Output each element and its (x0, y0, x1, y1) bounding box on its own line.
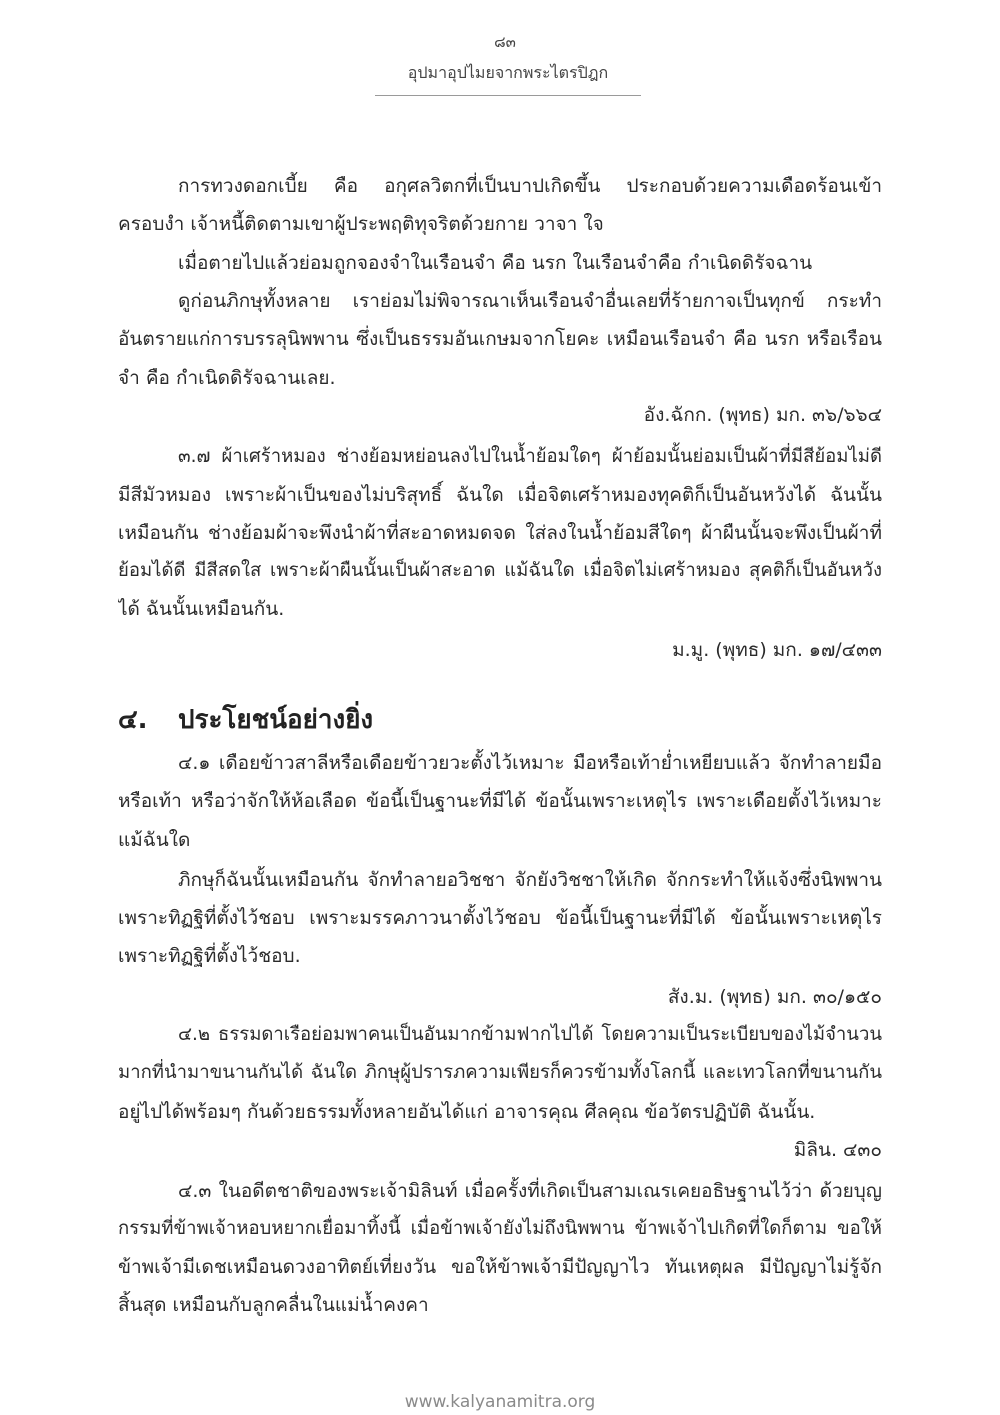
body-line: ๔.๒ ธรรมดาเรือย่อมพาคนเป็นอันมากข้ามฟากไปได้ โดยความเป็นระเบียบของไม้จำนวน (178, 1024, 882, 1045)
body-line: เพราะทิฏฐิที่ตั้งไว้ชอบ เพราะมรรคภาวนาตั้งไว้ชอบ ข้อนี้เป็นฐานะที่มีได้ ข้อนั้นเพราะเหตุไร (118, 907, 882, 929)
section-title: ประโยชน์อย่างยิ่ง (178, 705, 374, 735)
citation: อัง.ฉักก. (พุทธ) มก. ๓๖/๖๖๔ (643, 404, 882, 426)
citation: ม.มู. (พุทธ) มก. ๑๗/๔๓๓ (672, 639, 882, 661)
running-title: อุปมาอุปไมยจากพระไตรปิฎก (407, 63, 609, 82)
body-line: เมื่อตายไปแล้วย่อมถูกจองจำในเรือนจำ คือ นรก ในเรือนจำคือ กำเนิดดิรัจฉาน (178, 252, 813, 274)
body-line: ย้อมได้ดี มีสีสดใส เพราะผ้าผืนนั้นเป็นผ้าสะอาด แม้ฉันใด เมื่อจิตไม่เศร้าหมอง สุคติก็เป็นอันหวัง (118, 560, 882, 581)
body-line: ได้ ฉันนั้นเหมือนกัน. (118, 598, 285, 620)
body-line: การทวงดอกเบี้ย คือ อกุศลวิตกที่เป็นบาปเกิดขึ้น ประกอบด้วยความเดือดร้อนเข้า (178, 175, 882, 197)
citation: มิลิน. ๔๓๐ (793, 1139, 882, 1161)
body-line: อันตรายแก่การบรรลุนิพพาน ซึ่งเป็นธรรมอันเกษมจากโยคะ เหมือนเรือนจำ คือ นรก หรือเรือน (118, 328, 882, 350)
body-line: หรือเท้า หรือว่าจักให้ห้อเลือด ข้อนี้เป็นฐานะที่มีได้ ข้อนั้นเพราะเหตุไร เพราะเดือยตั้งไว้เหมาะ (118, 790, 882, 812)
body-line: ข้าพเจ้ามีเดชเหมือนดวงอาทิตย์เที่ยงวัน ขอให้ข้าพเจ้ามีปัญญาไว ทันเหตุผล มีปัญญาไม่รู้จัก (118, 1256, 882, 1278)
body-line: มากที่นำมาขนานกันได้ ฉันใด ภิกษุผู้ปรารภความเพียรก็ควรข้ามทั้งโลกนี้ และเทวโลกที่ขนานกัน (118, 1062, 882, 1083)
body-line: ๔.๑ เดือยข้าวสาลีหรือเดือยข้าวยวะตั้งไว้เหมาะ มือหรือเท้าย่ำเหยียบแล้ว จักทำลายมือ (178, 752, 882, 774)
citation: สัง.ม. (พุทธ) มก. ๓๐/๑๕๐ (667, 986, 882, 1008)
body-line: อยู่ไปได้พร้อมๆ กันด้วยธรรมทั้งหลายอันได้แก่ อาจารคุณ ศีลคุณ ข้อวัตรปฏิบัติ ฉันนั้น. (118, 1101, 816, 1123)
body-line: เหมือนกัน ช่างย้อมผ้าจะพึงนำผ้าที่สะอาดหมดจด ใส่ลงในน้ำย้อมสีใดๆ ผ้าผืนนั้นจะพึงเป็นผ้าที่ (118, 522, 882, 544)
body-line: มีสีมัวหมอง เพราะผ้าเป็นของไม่บริสุทธิ์ ฉันใด เมื่อจิตเศร้าหมองทุคติก็เป็นอันหวังได้ ฉันนั้น (118, 484, 882, 506)
body-line: ครอบงำ เจ้าหนี้ติดตามเขาผู้ประพฤติทุจริตด้วยกาย วาจา ใจ (118, 213, 604, 235)
body-line: ภิกษุก็ฉันนั้นเหมือนกัน จักทำลายอวิชชา จักยังวิชชาให้เกิด จักกระทำให้แจ้งซึ่งนิพพาน (178, 869, 882, 891)
body-line: ดูก่อนภิกษุทั้งหลาย เราย่อมไม่พิจารณาเห็นเรือนจำอื่นเลยที่ร้ายกาจเป็นทุกข์ กระทำ (178, 290, 882, 312)
body-line: เพราะทิฏฐิที่ตั้งไว้ชอบ. (118, 945, 301, 967)
body-line: ๔.๓ ในอดีตชาติของพระเจ้ามิลินท์ เมื่อครั้งที่เกิดเป็นสามเณรเคยอธิษฐานไว้ว่า ด้วยบุญ (178, 1180, 882, 1202)
body-line: จำ คือ กำเนิดดิรัจฉานเลย. (118, 367, 336, 389)
header-rule (375, 95, 641, 96)
footer-url: www.kalyanamitra.org (404, 1392, 596, 1412)
body-line: สิ้นสุด เหมือนกับลูกคลื่นในแม่น้ำคงคา (118, 1294, 429, 1316)
body-line: ๓.๗ ผ้าเศร้าหมอง ช่างย้อมหย่อนลงไปในน้ำย้อมใดๆ ผ้าย้อมนั้นย่อมเป็นผ้าที่มีสีย้อมไม่ดี (178, 446, 882, 467)
body-line: กรรมที่ข้าพเจ้าหอบหยากเยื่อมาทิ้งนี้ เมื่อข้าพเจ้ายังไม่ถึงนิพพาน ข้าพเจ้าไปเกิดที่ใดก็ตาม ขอให้ (118, 1218, 882, 1239)
body-line: แม้ฉันใด (118, 829, 191, 851)
page-number: ๘๓ (494, 33, 516, 51)
section-number: ๔. (118, 705, 148, 735)
